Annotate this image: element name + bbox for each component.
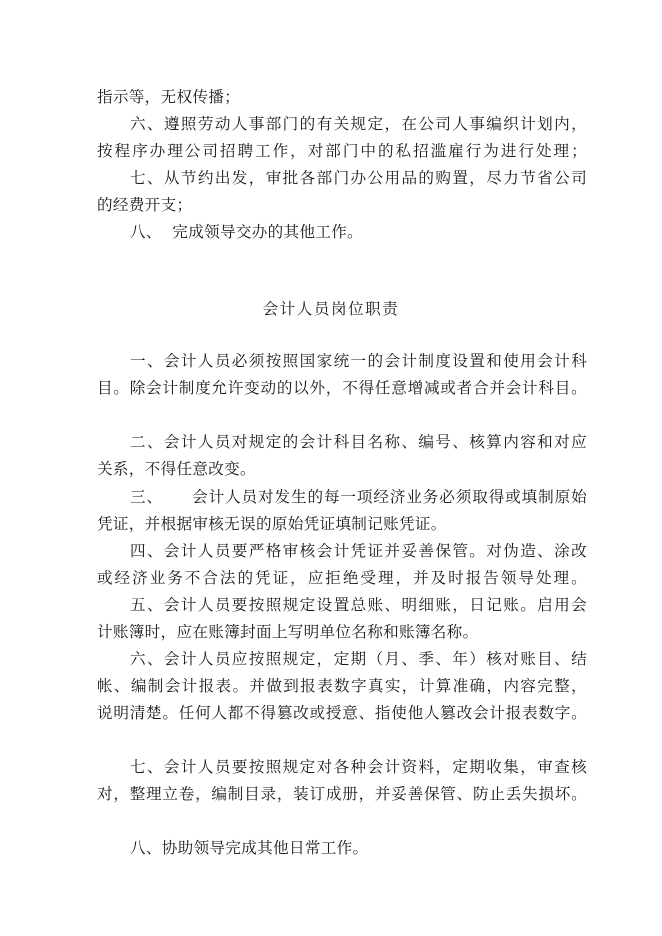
paragraph-line: 二、会计人员对规定的会计科目名称、编号、核算内容和对应	[130, 433, 587, 451]
paragraph-line: 目。除会计制度允许变动的以外，不得任意增减或者合并会计科目。	[97, 379, 587, 397]
paragraph-line: 凭证，并根据审核无误的原始凭证填制记账凭证。	[97, 515, 447, 533]
paragraph-line: 的经费开支；	[97, 196, 193, 214]
paragraph-line: 指示等，无权传播；	[97, 88, 241, 106]
paragraph-line: 说明清楚。任何人都不得篡改或授意、指使他人篡改会计报表数字。	[97, 704, 587, 722]
paragraph-line: 三、 会计人员对发生的每一项经济业务必须取得或填制原始	[130, 488, 587, 506]
paragraph-line: 七、会计人员要按照规定对各种会计资料，定期收集，审查核	[130, 758, 587, 776]
paragraph-line: 七、从节约出发，审批各部门办公用品的购置，尽力节省公司	[130, 169, 587, 187]
paragraph-line: 一、会计人员必须按照国家统一的会计制度设置和使用会计科	[130, 352, 587, 370]
paragraph-line: 八、协助领导完成其他日常工作。	[130, 839, 369, 857]
paragraph-line: 按程序办理公司招聘工作，对部门中的私招滥雇行为进行处理；	[97, 142, 587, 160]
paragraph-line: 对，整理立卷，编制目录，装订成册，并妥善保管、防止丢失损坏。	[97, 785, 587, 803]
paragraph-line: 关系，不得任意改变。	[97, 460, 256, 478]
paragraph-line: 六、遵照劳动人事部门的有关规定，在公司人事编织计划内，	[130, 115, 587, 133]
paragraph-line: 四、会计人员要严格审核会计凭证并妥善保管。对伪造、涂改	[130, 542, 587, 560]
paragraph-line: 五、会计人员要按照规定设置总账、明细账，日记账。启用会	[130, 596, 587, 614]
paragraph-line: 八、 完成领导交办的其他工作。	[130, 223, 364, 241]
section-title: 会计人员岗位职责	[262, 300, 400, 318]
paragraph-line: 六、会计人员应按照规定，定期（月、季、年）核对账目、结	[130, 650, 587, 668]
paragraph-line: 或经济业务不合法的凭证，应拒绝受理，并及时报告领导处理。	[97, 569, 587, 587]
paragraph-line: 计账簿时，应在账簿封面上写明单位名称和账簿名称。	[97, 623, 479, 641]
paragraph-line: 帐、编制会计报表。并做到报表数字真实，计算准确，内容完整，	[97, 677, 587, 695]
